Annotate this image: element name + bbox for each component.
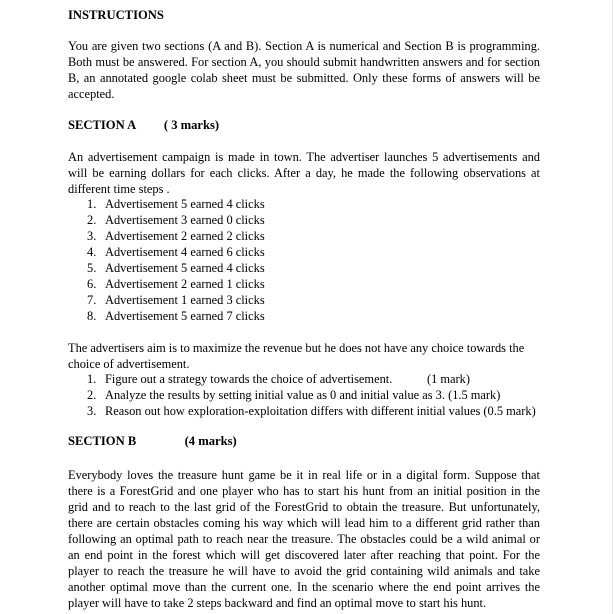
tasks-list — [87, 371, 536, 419]
observations-list — [87, 196, 265, 324]
section-a-marks: ( 3 marks) — [163, 118, 220, 132]
section-a-aim: The advertisers aim is to maximize the revenue but he does not have any choice towards the choice of advertisement. — [68, 341, 525, 371]
instructions-heading: INSTRUCTIONS — [68, 8, 164, 22]
list-item: 2. Advertisement 3 earned 0 clicks — [87, 213, 265, 227]
list-item: 8. Advertisement 5 earned 7 clicks — [87, 309, 265, 323]
section-a-heading — [68, 118, 219, 133]
section-b-marks: (4 marks) — [184, 434, 237, 448]
list-item: 2. Analyze the results by setting initial value as 0 and initial value as 3. (1.5 mark) — [87, 388, 501, 402]
section-a-title: SECTION A — [68, 118, 136, 132]
list-item: 6. Advertisement 2 earned 1 clicks — [87, 277, 265, 291]
list-item: 4. Advertisement 4 earned 6 clicks — [87, 245, 265, 259]
list-item: 1. Advertisement 5 earned 4 clicks — [87, 197, 265, 211]
list-item: 7. Advertisement 1 earned 3 clicks — [87, 293, 265, 307]
instructions-text: You are given two sections (A and B). Section A is numerical and Section B is programming. Both must be answered. For section A, you should submit handwritten answers and for section B, an annotated google colab sheet must be submitted. Only these forms of answers will be accepted. — [68, 39, 540, 101]
section-b-title: SECTION B — [68, 434, 137, 448]
list-item: 1. Figure out a strategy towards the choice of advertisement. (1 mark) — [87, 372, 471, 386]
list-item: 3. Reason out how exploration-exploitation differs with different initial values (0.5 mark) — [87, 404, 536, 418]
section-b-heading — [68, 434, 237, 449]
list-item: 5. Advertisement 5 earned 4 clicks — [87, 261, 265, 275]
list-item: 3. Advertisement 2 earned 2 clicks — [87, 229, 265, 243]
section-b-text: Everybody loves the treasure hunt game be it in real life or in a digital form. Suppose that there is a ForestGrid and one player who has to start his hunt from an initial position in the grid and to reach to the last grid of the ForestGrid to obtain the treasure. But unfortunately, there are certain obstacles coming his way which will lead him to a different grid rather than following an optimal path to reach near the treasure. The obstacles could be a wild animal or an end point in the forest which will get discovered later after reaching that point. For the player to reach the treasure he will have to avoid the grid containing wild animals and take another optimal move than the current one. In the scenario where the end point arrives the player will have to take 2 steps backward and find an optimal move to start his hunt. — [68, 468, 540, 610]
task-marks: (1 mark) — [427, 372, 471, 386]
section-a-intro: An advertisement campaign is made in town. The advertiser launches 5 advertisements and will be earning dollars for each clicks. After a day, he made the following observations at different time steps . — [68, 150, 540, 196]
